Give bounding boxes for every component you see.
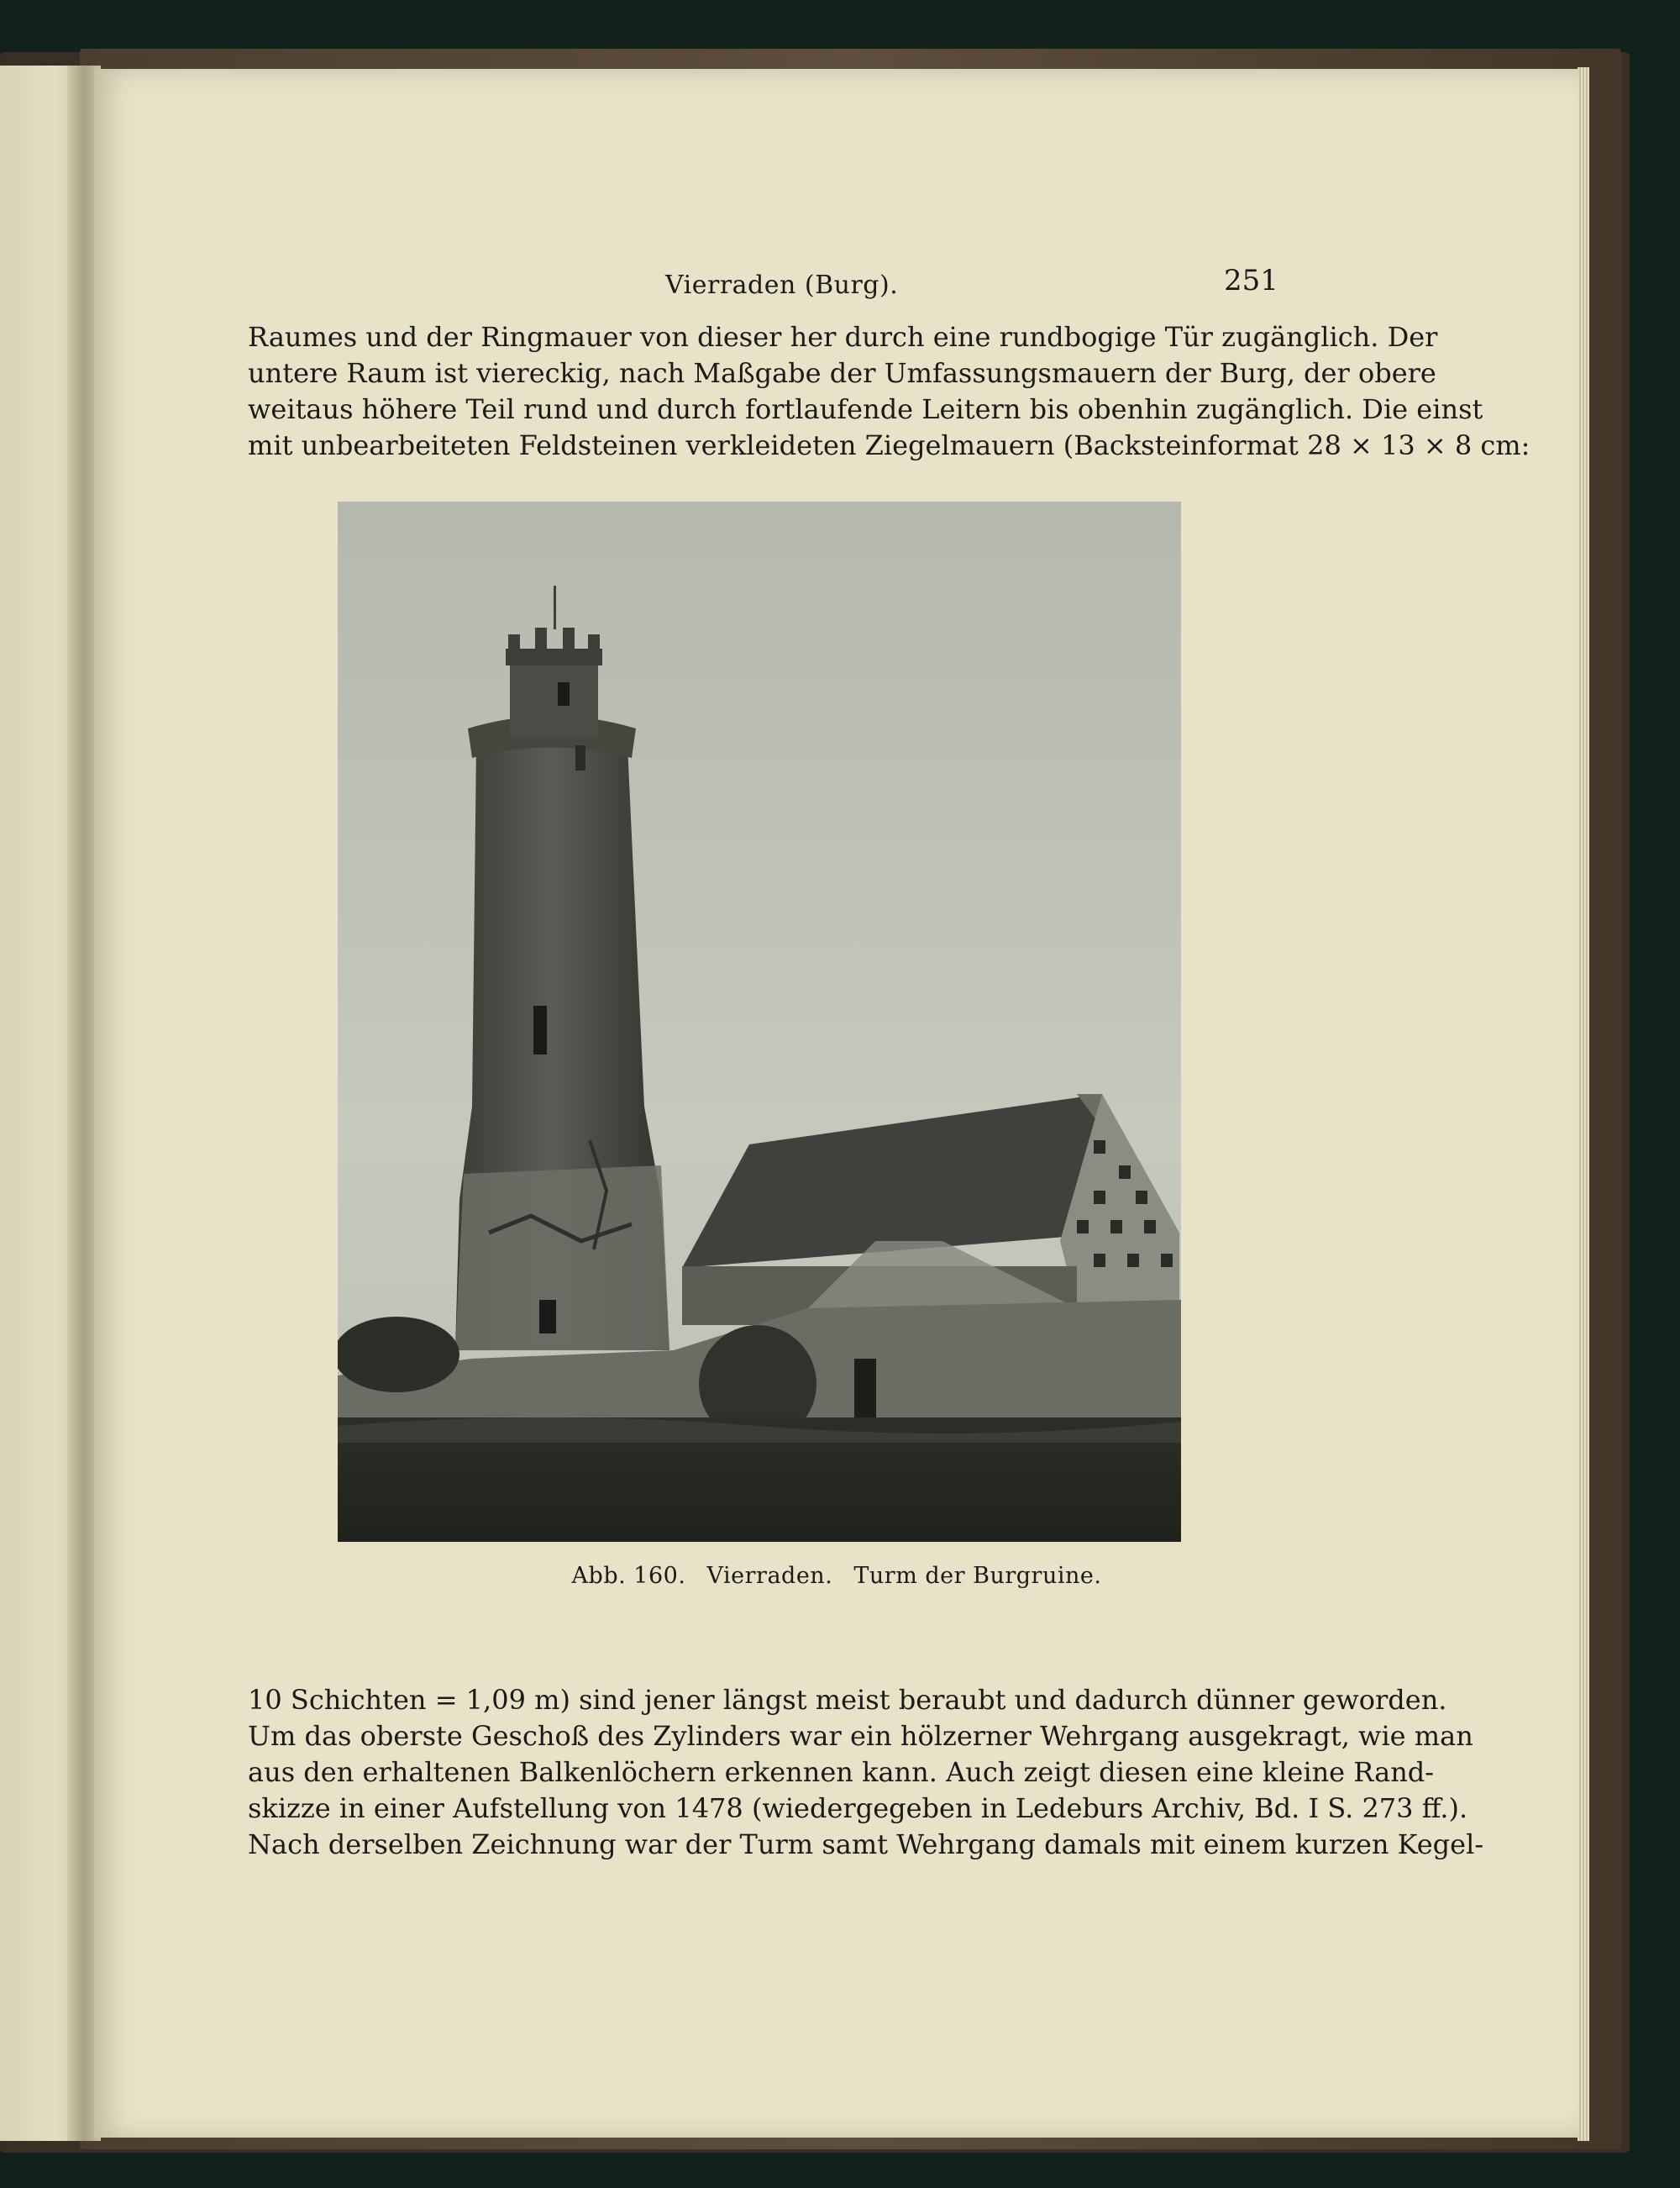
caption-number: Abb. 160. — [571, 1563, 686, 1589]
text-line: aus den erhaltenen Balkenlöchern erkennen kann. Auch zeigt diesen eine kleine Rand- — [248, 1756, 1435, 1788]
figure-caption — [94, 1563, 1579, 1589]
page-stack-edge — [1578, 67, 1589, 2141]
text-line: Raumes und der Ringmauer von dieser her durch eine rundbogige Tür zugänglich. Der — [248, 321, 1438, 353]
body-text-top — [248, 319, 1530, 464]
body-text-bottom — [248, 1682, 1484, 1863]
page-header — [94, 264, 1579, 314]
text-line: Nach derselben Zeichnung war der Turm samt Wehrgang damals mit einem kurzen Kegel- — [248, 1828, 1484, 1860]
text-line: 10 Schichten = 1,09 m) sind jener längst meist beraubt und dadurch dünner geworden. — [248, 1684, 1447, 1716]
book-page — [94, 69, 1579, 2138]
page-number: 251 — [1224, 264, 1278, 297]
text-line: mit unbearbeiteten Feldsteinen verkleideten Ziegelmauern (Backsteinformat 28 × 13 × 8 cm: — [248, 429, 1530, 461]
caption-place: Vierraden. — [706, 1563, 833, 1589]
caption-title: Turm der Burgruine. — [853, 1563, 1102, 1589]
text-line: skizze in einer Aufstellung von 1478 (wiedergegeben in Ledeburs Archiv, Bd. I S. 273 ff.). — [248, 1792, 1468, 1824]
text-line: Um das oberste Geschoß des Zylinders war ein hölzerner Wehrgang ausgekragt, wie man — [248, 1720, 1473, 1752]
tower-photograph — [338, 502, 1181, 1542]
running-head: Vierraden (Burg). — [665, 271, 899, 300]
text-line: untere Raum ist viereckig, nach Maßgabe der Umfassungsmauern der Burg, der obere — [248, 357, 1436, 389]
tower-photo-illustration — [338, 502, 1181, 1542]
text-line: weitaus höhere Teil rund und durch fortlaufende Leitern bis obenhin zugänglich. Die einst — [248, 393, 1483, 425]
